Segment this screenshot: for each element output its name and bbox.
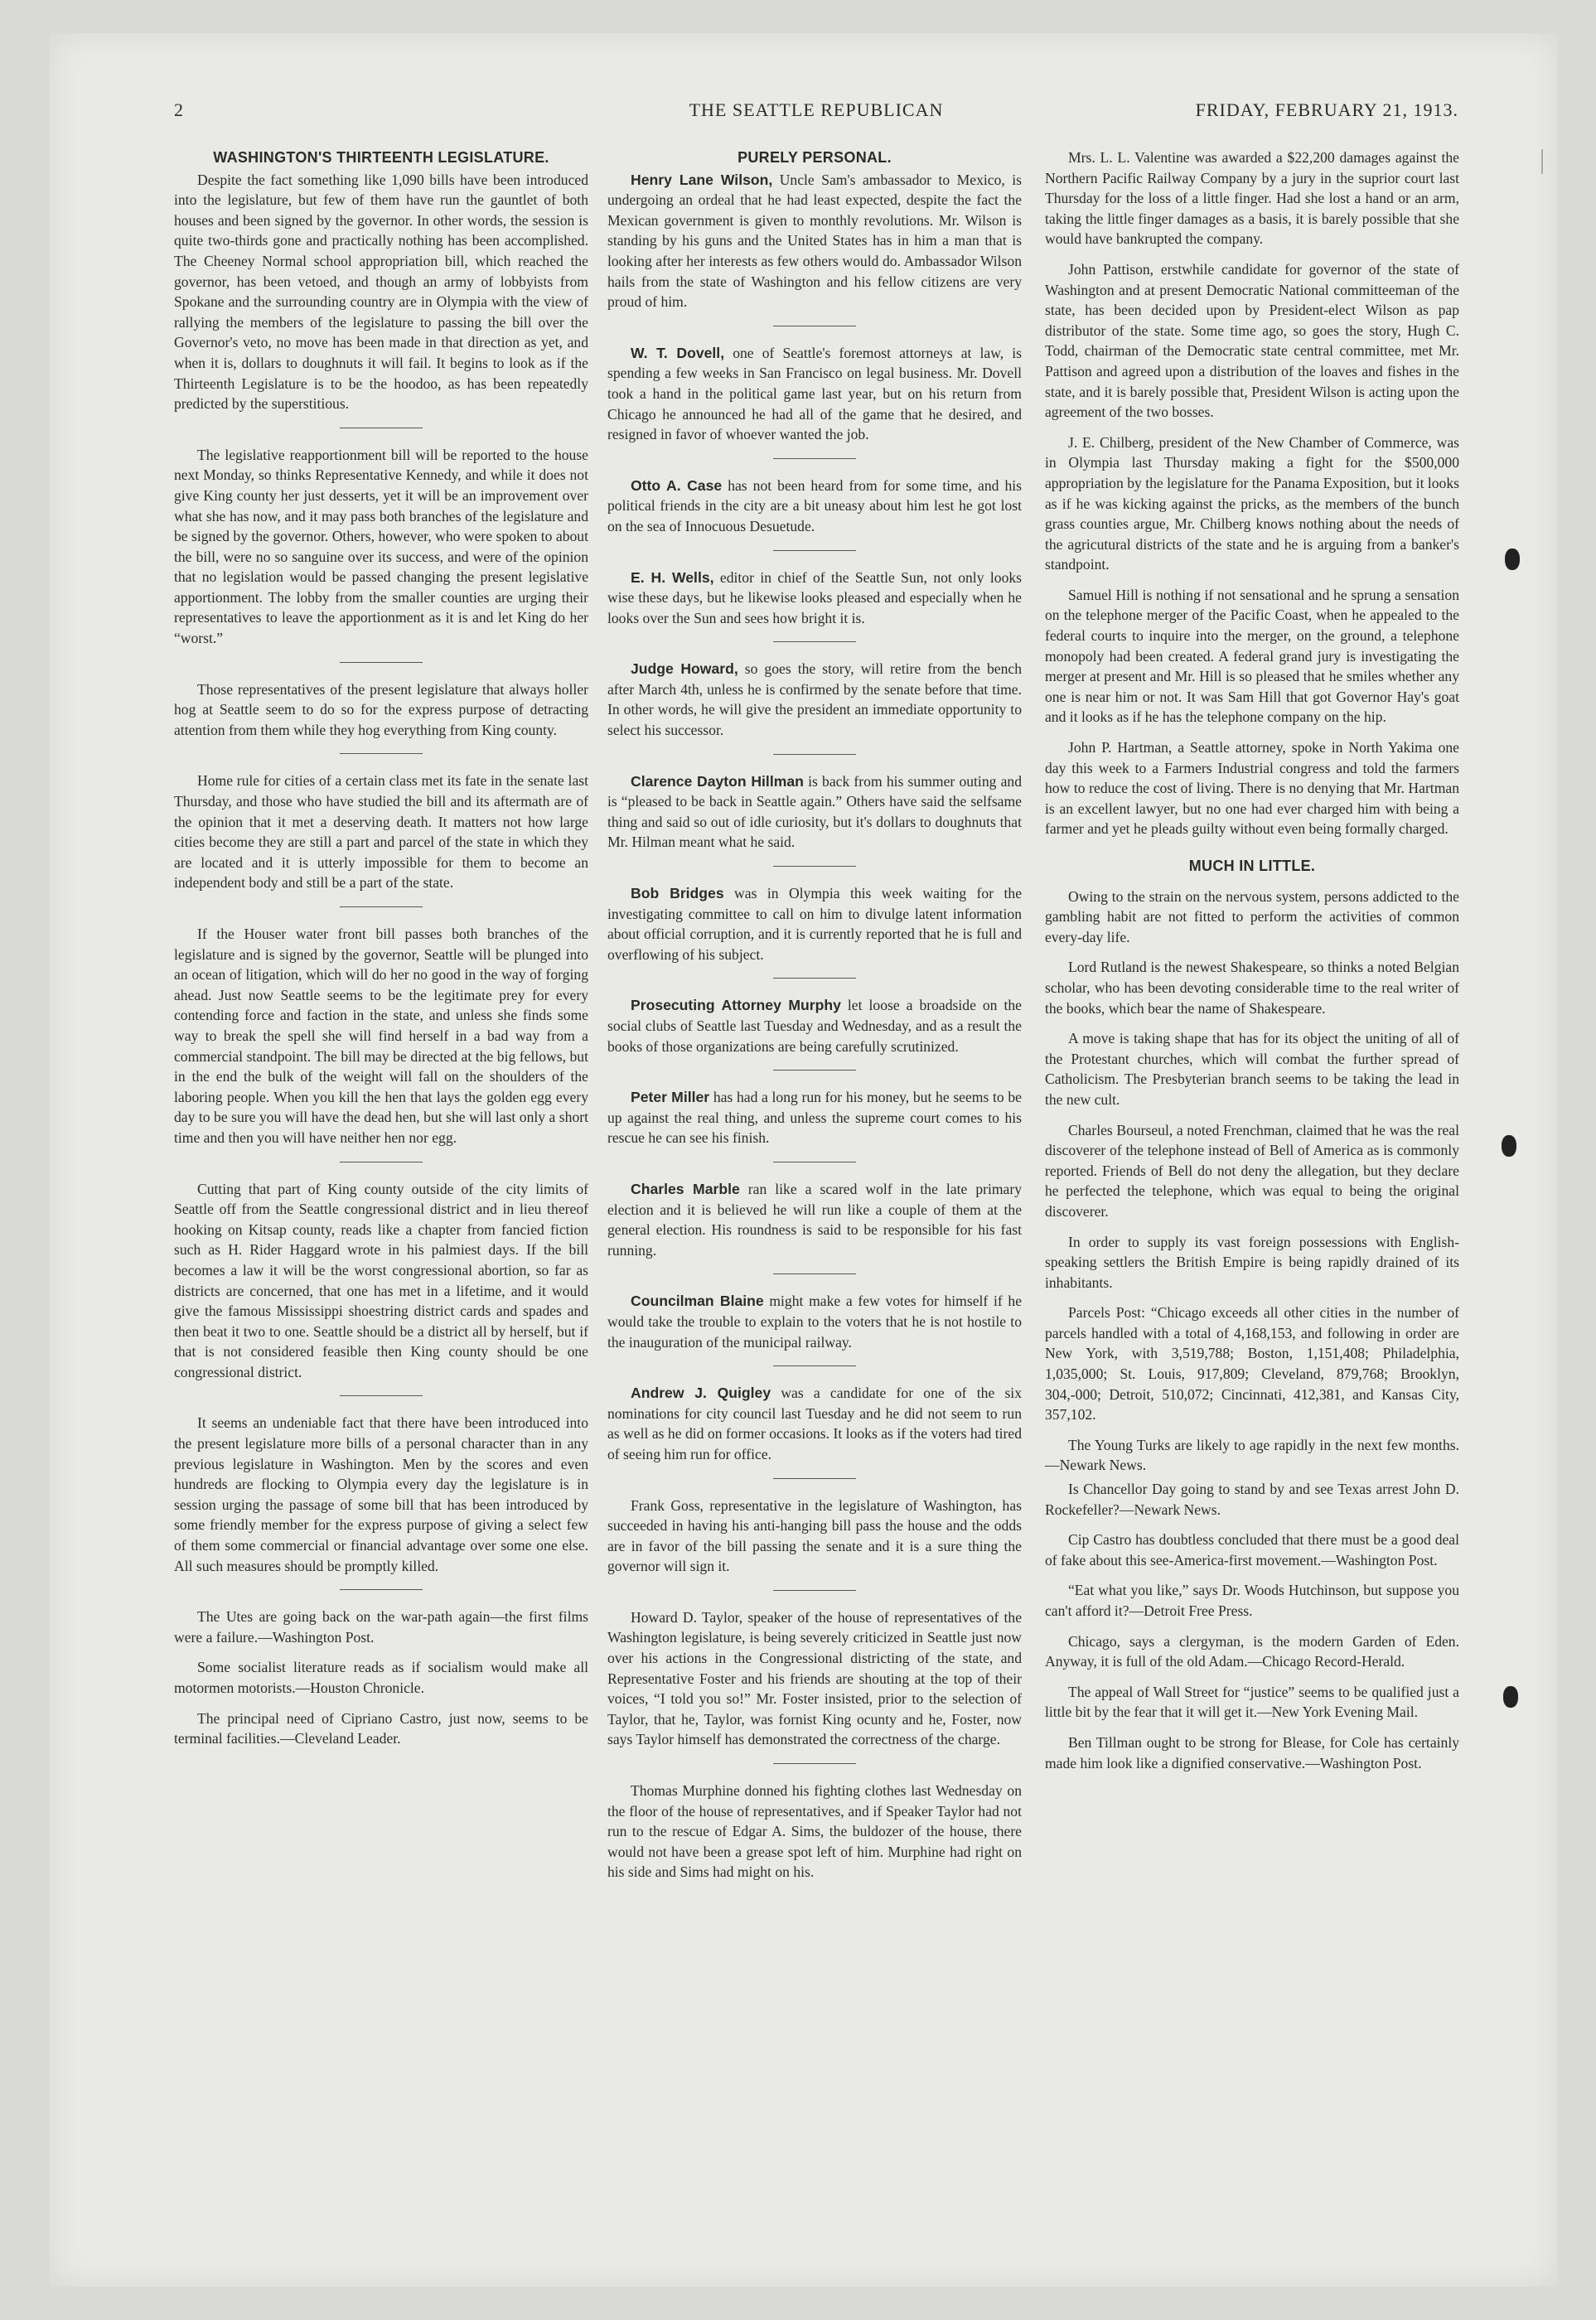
- divider: [773, 866, 856, 867]
- divider: [773, 1365, 856, 1366]
- divider: [773, 978, 856, 979]
- person-name: E. H. Wells,: [631, 568, 714, 586]
- item-text: one of Seattle's foremost attorneys at law, is spending a few weeks in San Francisco on legal business. Mr. Dovell took a hand in the political game last year, but on his return from Chicago he announced he had all of the game that he desired, and resigned in favor of whoever wanted the job.: [607, 344, 1023, 443]
- personal-item: [607, 659, 1022, 740]
- divider: [773, 550, 856, 551]
- ink-smudge: [1502, 1135, 1516, 1157]
- divider: [773, 1763, 856, 1764]
- paragraph: Charles Bourseul, a noted Frenchman, claimed that he was the real discoverer of the telephone instead of Bell of America as is commonly reported. Friends of Bell do not deny the allegation, but they declare he perfected the telephone, which was equal to being the original discoverer.: [1045, 1121, 1459, 1220]
- column-1: [174, 147, 588, 1759]
- person-name: Prosecuting Attorney Murphy: [631, 997, 841, 1014]
- personal-item: [607, 1383, 1022, 1464]
- paragraph: Lord Rutland is the newest Shakespeare, so thinks a noted Belgian scholar, who has been devoting considerable time to the real writer of the books, which bear the name of Shakespeare.: [1045, 959, 1459, 1017]
- short-item: Some socialist literature reads as if socialism would make all motormen motorists.—Houston Chronicle.: [174, 1659, 588, 1696]
- page-number: 2: [174, 99, 184, 120]
- divider: [773, 1070, 856, 1071]
- paragraph: Home rule for cities of a certain class met its fate in the senate last Thursday, and those who have studied the bill and its aftermath are of the opinion that it met a deserving death. It matters not how large cities become they are still a part and parcel of the state in which they are located and it is utterly impossible for them to become an independent body and still be a part of the state.: [174, 772, 588, 892]
- ink-smudge: [1503, 1686, 1518, 1708]
- personal-item: [607, 1087, 1022, 1148]
- short-item: Is Chancellor Day going to stand by and see Texas arrest John D. Rockefeller?—Newark News.: [1045, 1481, 1459, 1518]
- item-text: Thomas Murphine donned his fighting clothes last Wednesday on the floor of the house of representatives, and if Speaker Taylor had not run to the rescue of Edgar A. Sims, the buldozer of the house, there would not have been a grease spot left of him. Murphine had right on his side and Sims had might on his.: [607, 1782, 1022, 1881]
- paragraph: It seems an undeniable fact that there have been introduced into the present legislature more bills of a personal character than in any previous legislature in Washington. Men by the scores and even hundreds are flocking to Olympia every day the legislature is in session urging the passage of some bill that has been introduced by some friendly member for the express purpose of giving a select few of them some commercial or financial advantage over some one else. All such measures should be promptly killed.: [174, 1414, 588, 1574]
- person-name: W. T. Dovell,: [631, 344, 725, 361]
- short-item: Cip Castro has doubtless concluded that there must be a good deal of fake about this see-America-first movement.—Washington Post.: [1045, 1531, 1459, 1568]
- personal-item: [607, 1781, 1022, 1883]
- paragraph: Those representatives of the present legislature that always holler hog at Seattle seem to do so for the express purpose of detracting attention from them while they hog everything from King county.: [174, 680, 588, 738]
- person-name: Andrew J. Quigley: [631, 1385, 771, 1402]
- personal-item: [607, 476, 1022, 537]
- paragraph: Owing to the strain on the nervous system, persons addicted to the gambling habit are not fitted to perform the activities of common every-day life.: [1045, 887, 1459, 945]
- item-text: is back from his summer outing and is “pleased to be back in Seattle again.” Others have said the selfsame thing and said so out of idle curiosity, but it's dollars to doughnuts that Mr. Hilman meant what he said.: [607, 772, 1023, 851]
- paragraph: John P. Hartman, a Seattle attorney, spoke in North Yakima one day this week to a Farmers Industrial congress and told the farmers how to reduce the cost of living. There is no denying that Mr. Hartman is an excellent lawyer, but no one had ever charged him with being a farmer and yet he pleads guilty without even being formally charged.: [1045, 739, 1459, 838]
- divider: [773, 1478, 856, 1479]
- paragraph: Samuel Hill is nothing if not sensational and he sprung a sensation on the telephone merger of the Pacific Coast, when he appealed to the federal courts to inquire into the merger, on the ground, a telephone monopoly had been created. A federal grand jury is investigating the merger at present and Mr. Hill is so pleased that he smiles whether any one is near him or not. It was Sam Hill that got Governor Hay's goat and it looks as if he has the telephone company on the hip.: [1045, 586, 1459, 726]
- section-title: PURELY PERSONAL.: [738, 149, 892, 166]
- item-text: was a candidate for one of the six nominations for city council last Tuesday and he did not seem to run as well as he did on former occasions. It looks as if the voters had tired of seeing him run for office.: [607, 1385, 1022, 1462]
- short-item: Ben Tillman ought to be strong for Blease, for Cole has certainly made him look like a dignified conservative.—Washington Post.: [1045, 1733, 1459, 1771]
- paragraph: Parcels Post: “Chicago exceeds all other cities in the number of parcels handled with a total of 4,168,153, and following in order are New York, with 3,519,788; Boston, 1,151,408; Philadelphia, 1,035,000; St. Louis, 917,809; Cleveland, 879,768; Brooklyn, 304,-000; Detroit, 510,072; Cincinnati, 412,381, and Kansas City, 357,102.: [1045, 1304, 1459, 1423]
- item-text: might make a few votes for himself if he would take the trouble to explain to the voters that he is not hostile to the inauguration of the municipal railway.: [607, 1293, 1023, 1351]
- short-item: “Eat what you like,” says Dr. Woods Hutchinson, but suppose you can't afford it?—Detroit Free Press.: [1045, 1582, 1459, 1619]
- newspaper-name: THE SEATTLE REPUBLICAN: [689, 99, 944, 120]
- article-title: WASHINGTON'S THIRTEENTH LEGISLATURE.: [213, 149, 549, 166]
- divider: [340, 1589, 423, 1590]
- personal-item: [607, 170, 1022, 312]
- divider: [340, 906, 423, 907]
- item-text: has not been heard from for some time, and his political friends in the city are a bit uneasy about him lest he got lost on the sea of Innocuous Desuetude.: [607, 476, 1022, 534]
- margin-mark: [1541, 149, 1543, 174]
- personal-item: [607, 883, 1022, 964]
- short-item: The appeal of Wall Street for “justice” seems to be qualified just a little bit by the fear that it will get it.—New York Evening Mail.: [1045, 1683, 1459, 1721]
- short-item: The Young Turks are likely to age rapidly in the next few months.—Newark News.: [1045, 1436, 1459, 1474]
- divider: [773, 458, 856, 459]
- paragraph: If the Houser water front bill passes both branches of the legislature and is signed by the governor, Seattle will be plunged into an ocean of litigation, which will do her no good in the way of forging ahead. Just now Seattle seems to be the legitimate prey for every contending force and faction in the state, and unless she finds some way to break the spell she will find herself in a bad way from a commercial standpoint. The bill may be directed at the big fellows, but in the end the bulk of the weight will fall on the shoulders of the laboring people. When you kill the hen that lays the golden egg every day to be sure you will have the dead hen, but she will last only a short time and then you will have neither hen nor egg.: [174, 926, 588, 1146]
- personal-item: [607, 995, 1022, 1056]
- paragraph: The legislative reapportionment bill will be reported to the house next Monday, so thinks Representative Kennedy, and while it does not give King county her just desserts, yet it will be an improvement over what she has now, and it may pass both branches of the legislature and be signed by the governor. Others, however, who were spoken to about the bill, were no so sanguine over its success, and were of the opinion that no legislation would be passed changing the present legislative apportionment. The lobby from the smaller counties are urging their representatives to leave the apportionment as it is and let King do her “worst.”: [174, 446, 588, 647]
- section-title: MUCH IN LITTLE.: [1188, 858, 1316, 874]
- paragraph: Mrs. L. L. Valentine was awarded a $22,200 damages against the Northern Pacific Railway Company by a jury in the suprior court last Thursday for the loss of a little finger. Had she lost a hand or an arm, taking the little finger damages as a basis, it is barely possible that she would have bankrupted the company.: [1045, 149, 1459, 248]
- divider: [340, 1395, 423, 1396]
- person-name: Peter Miller: [631, 1089, 710, 1106]
- person-name: Charles Marble: [631, 1180, 740, 1197]
- short-item: The Utes are going back on the war-path again—the first films were a failure.—Washington Post.: [174, 1608, 588, 1646]
- item-text: Frank Goss, representative in the legislature of Washington, has succeeded in having his anti-hanging bill pass the house and the odds are in favor of the bill passing the senate and it is a sure thing the governor will sign it.: [607, 1496, 1022, 1575]
- personal-item: [607, 1496, 1022, 1577]
- short-item: Chicago, says a clergyman, is the modern Garden of Eden. Anyway, it is full of the old Adam.—Chicago Record-Herald.: [1045, 1632, 1459, 1670]
- person-name: Henry Lane Wilson,: [631, 171, 773, 188]
- item-text: editor in chief of the Seattle Sun, not only looks wise these days, but he likewise looks pleased and especially when he looks over the Sun and sees how bright it is.: [607, 568, 1023, 626]
- person-name: Judge Howard,: [631, 660, 738, 678]
- paragraph: J. E. Chilberg, president of the New Chamber of Commerce, was in Olympia last Thursday making a fight for the $500,000 appropriation by the legislature for the Panama Exposition, but it looks as if he was kicking against the pricks, as the members of the bunch grass counties argue, Mr. Chilberg knows nothing about the needs of the agricutural districts of the state and he is arguing from a banker's standpoint.: [1045, 433, 1459, 573]
- divider: [340, 753, 423, 754]
- paragraph: In order to supply its vast foreign possessions with English-speaking settlers the British Empire is being rapidly drained of its inhabitants.: [1045, 1233, 1459, 1291]
- personal-item: [607, 771, 1022, 853]
- divider: [773, 754, 856, 755]
- personal-item: [607, 1607, 1022, 1750]
- ink-smudge: [1505, 549, 1520, 570]
- column-3: [1045, 147, 1459, 1783]
- item-text: Howard D. Taylor, speaker of the house of representatives of the Washington legislature, is being severely criticized in Seattle just now over his actions in the Congressional districting of the state, and Representative Foster and his friends are shouting at the top of their voices, “I told you so!” Mr. Foster insisted, prior to the selection of Taylor, that he, Taylor, was fornist King ocunty and he, Foster, now says Taylor himself has demonstrated the correctness of the charge.: [607, 1608, 1022, 1748]
- item-text: was in Olympia this week waiting for the investigating committee to call on him to divulge latent information about official corruption, and it is currently reported that he is full and overflowing of his subject.: [607, 885, 1022, 963]
- personal-item: [607, 343, 1022, 445]
- paragraph: Despite the fact something like 1,090 bills have been introduced into the legislature, but few of them have run the gauntlet of both houses and been signed by the governor. In other words, the session is quite two-thirds gone and practically nothing has been accomplished. The Cheeney Normal school appropriation bill, which reached the governor, has been vetoed, and though an army of lobbyists from Spokane and the surrounding country are in Olympia with the view of rallying the members of the legislature to passing the bill over the Governor's veto, no move has been made in that direction as yet, and when it is, dollars to doughnuts it will fail. It begins to look as if the Thirteenth Legislature is to be the hoodoo, as has been repeatedly predicted by the superstitious.: [174, 171, 588, 413]
- short-item: The principal need of Cipriano Castro, just now, seems to be terminal facilities.—Cleveland Leader.: [174, 1709, 588, 1747]
- person-name: Clarence Dayton Hillman: [631, 772, 804, 790]
- item-text: Uncle Sam's ambassador to Mexico, is undergoing an ordeal that he had least expected, despite the fact the Mexican government is given to monthly revolutions. Mr. Wilson is standing by his guns and the United States has in him a man that is looking after her interests as few others would do. Ambassador Wilson hails from the state of Washington and his fellow citizens are very proud of him.: [607, 171, 1022, 311]
- paragraph: A move is taking shape that has for its object the uniting of all of the Protestant churches, which will combat the further spread of Catholicism. The Presbyterian branch seems to be taking the lead in the new cult.: [1045, 1030, 1459, 1108]
- item-text: so goes the story, will retire from the bench after March 4th, unless he is confirmed by the senate before that time. In other words, he will give the president an immediate opportunity to select his successor.: [607, 660, 1022, 739]
- person-name: Bob Bridges: [631, 885, 724, 902]
- personal-item: [607, 1179, 1022, 1260]
- personal-item: [607, 568, 1022, 629]
- item-text: let loose a broadside on the social clubs of Seattle last Tuesday and Wednesday, and as a result the books of those organizations are being carefully scrutinized.: [607, 997, 1022, 1055]
- person-name: Councilman Blaine: [631, 1293, 764, 1310]
- column-2: [607, 147, 1022, 1894]
- personal-item: [607, 1291, 1022, 1352]
- divider: [773, 1590, 856, 1591]
- person-name: Otto A. Case: [631, 476, 723, 494]
- item-text: has had a long run for his money, but he seems to be up against the real thing, and unless the supreme court comes to his rescue he can see his finish.: [607, 1089, 1022, 1147]
- item-text: ran like a scared wolf in the late primary election and it is believed he will run like a couple of them at the general election. His roundness is said to be responsible for his fast running.: [607, 1180, 1023, 1259]
- divider: [340, 662, 423, 663]
- divider: [773, 641, 856, 642]
- paragraph: Cutting that part of King county outside of the city limits of Seattle off from the Seattle congressional district and in lieu thereof hooking on Kitsap county, reads like a chapter from fancied fiction such as H. Rider Haggard wrote in his palmiest days. If the bill becomes a law it will be the worst congressional abortion, so far as districts are concerned, that one has met in a lifetime, and it would give the famous Mississippi shoestring district cards and spades and then beat it two to one. Seattle should be a district all by herself, but if that is not considered feasible then King county should be one congressional district.: [174, 1180, 588, 1380]
- issue-date: FRIDAY, FEBRUARY 21, 1913.: [1195, 99, 1458, 120]
- page-header: [174, 99, 1458, 133]
- paragraph: John Pattison, erstwhile candidate for governor of the state of Washington and at present Democratic National committeeman of the state, has been decided upon by President-elect Wilson as pap distributor of the state. Some time ago, so goes the story, Hugh C. Todd, chairman of the Democratic state central committee, met Mr. Pattison and agreed upon a distribution of the loaves and fishes in the state, and it is barely possible that, President Wilson is acting upon the agreement of the two bosses.: [1045, 260, 1459, 421]
